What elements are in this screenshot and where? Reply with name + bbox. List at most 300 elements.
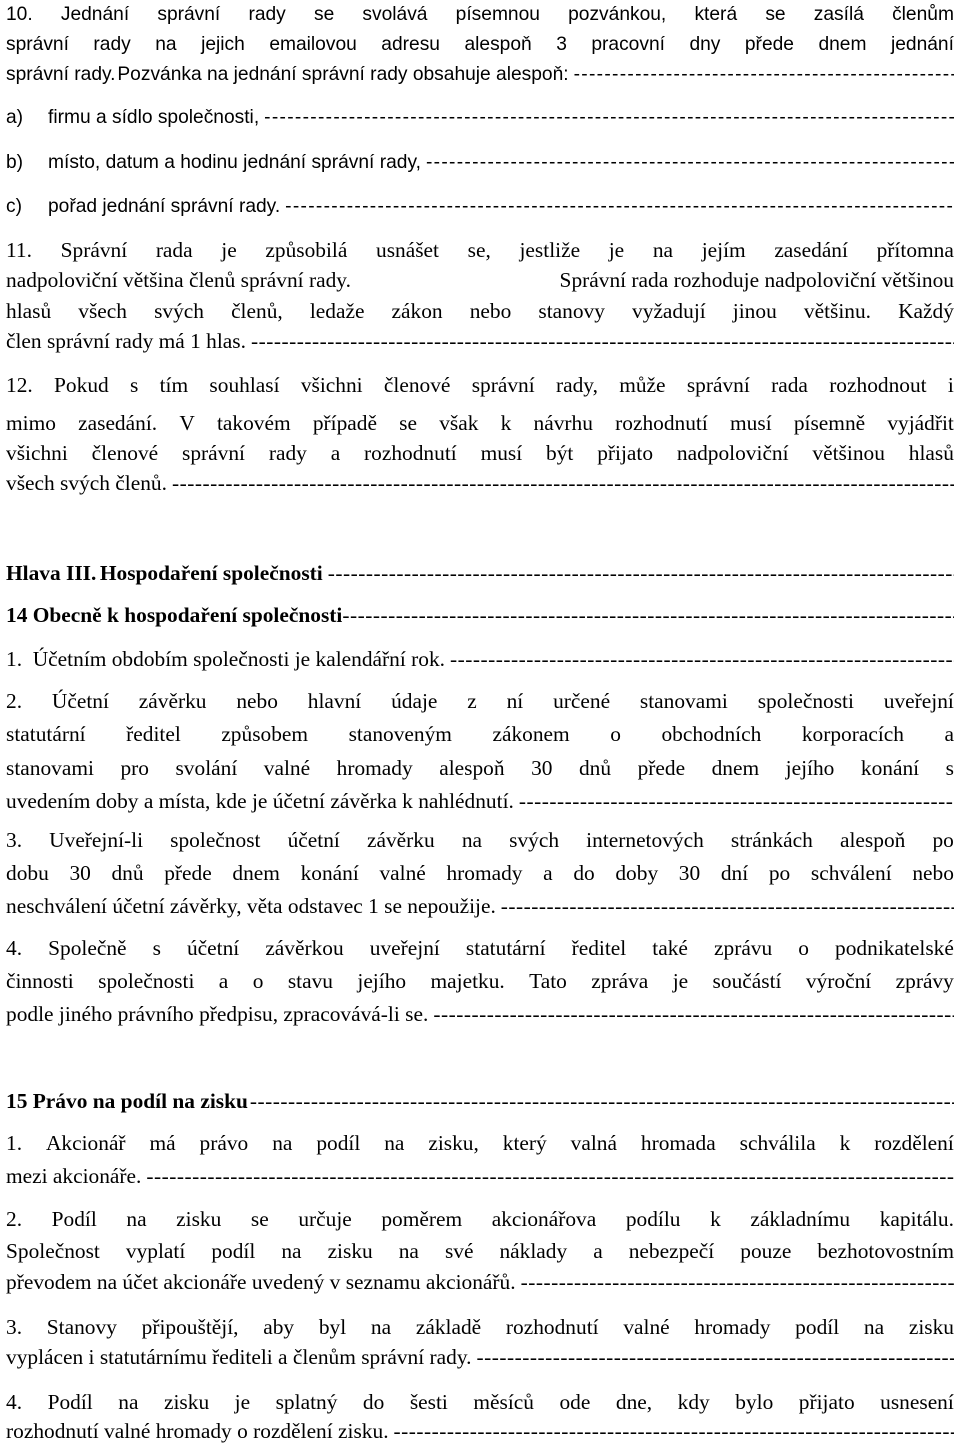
word: Jednání — [60, 4, 130, 25]
section-14-para-2-line-2 — [6, 719, 954, 749]
word: a — [944, 722, 954, 746]
word: Podíl — [51, 1207, 97, 1231]
section-14-heading — [6, 600, 954, 630]
word: způsobem — [221, 722, 309, 746]
word: schválení — [810, 861, 892, 885]
word: podíl — [211, 1239, 256, 1263]
word: Pokud — [54, 373, 109, 397]
article-12-line-2 — [6, 408, 954, 438]
word: obchodních — [661, 722, 762, 746]
word: statutární — [6, 722, 86, 746]
word: zisku, — [428, 1131, 479, 1155]
word: Stanovy — [46, 1315, 117, 1339]
word: vyžadují — [632, 299, 706, 323]
word: aby — [263, 1315, 295, 1339]
word: korporacích — [801, 722, 904, 746]
word: výroční — [805, 969, 872, 993]
word: většinou — [812, 441, 885, 465]
word: údaje — [391, 689, 438, 713]
word: zákonem — [492, 722, 570, 746]
word: podíl — [316, 1131, 361, 1155]
word: k — [500, 411, 512, 435]
article-10-line-3a: správní rady. — [6, 64, 116, 85]
word: s — [130, 373, 139, 397]
word: na — [281, 1239, 302, 1263]
word: je — [234, 1390, 251, 1414]
word: do — [573, 861, 595, 885]
article-10-line-3 — [6, 60, 954, 90]
article-12-line-1 — [6, 370, 954, 400]
word: V — [179, 411, 195, 435]
word: dnů — [578, 756, 612, 780]
word: stanoveným — [348, 722, 452, 746]
word: 2. — [6, 689, 23, 713]
word: na — [863, 1315, 885, 1339]
filler-dashes — [285, 192, 954, 222]
word: na — [652, 238, 674, 262]
section-14-para-2-line-1 — [6, 686, 954, 716]
filler-dashes — [477, 1342, 955, 1372]
filler-dashes — [433, 999, 954, 1029]
word: písemnou — [455, 4, 540, 25]
word: poměrem — [381, 1207, 463, 1231]
word: písemně — [793, 411, 866, 435]
section-15-para-1-line-1 — [6, 1128, 954, 1158]
word: zasílá — [813, 4, 864, 25]
article-10-invitation-contents: Pozvánka na jednání správní rady obsahuje alespoň: — [117, 64, 569, 85]
word: schválila — [739, 1131, 816, 1155]
word: stanovami — [639, 689, 728, 713]
article-11-line-4-text: člen správní rady má 1 hlas. — [6, 329, 246, 353]
word: pracovní — [591, 34, 665, 55]
word: nadpoloviční — [676, 441, 789, 465]
word: musí — [480, 441, 523, 465]
word: rozhodnutí — [505, 1315, 599, 1339]
word: je — [608, 238, 625, 262]
section-14-para-1-text: 1. Účetním obdobím společnosti je kalendářní rok. — [6, 647, 446, 671]
word: podílu — [625, 1207, 681, 1231]
word: zasedání. — [78, 411, 158, 435]
word: rady, — [555, 373, 598, 397]
word: se, — [467, 238, 491, 262]
word: rozhodnout — [829, 373, 927, 397]
word: kapitálu. — [879, 1207, 954, 1231]
word: závěrku — [138, 689, 207, 713]
section-15-para-4-line-2 — [6, 1416, 954, 1446]
item-a-text: firmu a sídlo společnosti, — [48, 107, 260, 128]
word: svolává — [362, 4, 428, 25]
section-14-para-4-line-3-text: podle jiného právního předpisu, zpracovává-li se. — [6, 1002, 429, 1026]
word: se — [250, 1207, 269, 1231]
word: dní — [720, 861, 749, 885]
word: 3 — [556, 34, 567, 55]
word: stanovami — [6, 756, 94, 780]
word: rada — [155, 238, 193, 262]
word: podnikatelské — [835, 936, 954, 960]
word: na — [384, 1131, 405, 1155]
word: a — [543, 861, 553, 885]
word: stránkách — [730, 828, 813, 852]
item-c-label: c) — [6, 196, 22, 217]
section-15-para-4-line-1 — [6, 1387, 954, 1417]
word: právo — [199, 1131, 249, 1155]
word: alespoň — [464, 34, 532, 55]
word: členové — [383, 373, 451, 397]
article-12-line-3 — [6, 438, 954, 468]
word: statutární — [465, 936, 546, 960]
word: dne, — [615, 1390, 653, 1414]
word: závěrkou — [265, 936, 344, 960]
word: je — [221, 238, 237, 262]
word: všichni — [300, 373, 363, 397]
word: bylo — [735, 1390, 774, 1414]
filler-dashes — [342, 600, 954, 630]
word: konání — [300, 861, 359, 885]
article-11-line-2 — [6, 265, 954, 295]
word: nebo — [236, 689, 278, 713]
section-14-para-3-line-2 — [6, 858, 954, 888]
item-b-text: místo, datum a hodinu jednání správní rady, — [48, 152, 421, 173]
word: svolání — [175, 756, 238, 780]
section-15-para-4-line-2-text: rozhodnutí valné hromady o rozdělení zisku. — [6, 1419, 389, 1443]
word: přede — [744, 34, 794, 55]
word: a — [330, 441, 341, 465]
word: hlasů — [6, 299, 52, 323]
word: hromada — [640, 1131, 716, 1155]
word: správní — [6, 34, 69, 55]
word: způsobilá — [265, 238, 348, 262]
article-12-line-4 — [6, 468, 954, 498]
section-14-para-4-line-1 — [6, 933, 954, 963]
word: se — [313, 4, 335, 25]
word: s — [945, 756, 954, 780]
section-15-para-1-line-2-text: mezi akcionáře. — [6, 1164, 142, 1188]
word: na — [118, 1390, 139, 1414]
word: alespoň — [439, 756, 505, 780]
word: Akcionář — [45, 1131, 126, 1155]
chapter-number: Hlava III. — [6, 561, 97, 585]
word: činnosti — [6, 969, 74, 993]
filler-dashes — [450, 644, 954, 674]
word: 3. — [6, 828, 23, 852]
section-15-para-3-line-2 — [6, 1342, 954, 1372]
word: dnem — [232, 861, 280, 885]
section-15-para-2-line-2 — [6, 1236, 954, 1266]
word: zisku — [908, 1315, 954, 1339]
word: i — [947, 373, 954, 397]
word: rady — [93, 34, 131, 55]
item-c — [6, 192, 954, 222]
word: 3. — [6, 1315, 23, 1339]
word: stanovy — [538, 299, 605, 323]
word: uveřejní — [883, 689, 954, 713]
word: rozdělení — [874, 1131, 954, 1155]
section-15-para-2-line-1 — [6, 1204, 954, 1234]
word: Správní — [60, 238, 128, 262]
word: o — [610, 722, 621, 746]
word: se — [399, 411, 417, 435]
filler-dashes — [394, 1416, 954, 1446]
word: ředitel — [571, 936, 627, 960]
section-14-para-3-line-1 — [6, 825, 954, 855]
word: závěrku — [366, 828, 435, 852]
word: nebo — [469, 299, 512, 323]
word: hromady — [694, 1315, 771, 1339]
article-11-line-3 — [6, 296, 954, 326]
word: valné — [379, 861, 426, 885]
word: akcionářova — [491, 1207, 597, 1231]
word: připouštějí, — [141, 1315, 239, 1339]
word: členů, — [231, 299, 283, 323]
article-10-line-1 — [6, 0, 954, 30]
word: měsíců — [473, 1390, 534, 1414]
word: má — [149, 1131, 176, 1155]
word: zprávy — [895, 969, 954, 993]
word: bezhotovostním — [817, 1239, 954, 1263]
word: Tato — [529, 969, 567, 993]
word: je — [672, 969, 689, 993]
word: společnosti — [98, 969, 195, 993]
section-15-para-2-line-3 — [6, 1267, 954, 1297]
word: všech — [78, 299, 127, 323]
word: 4. — [6, 936, 23, 960]
word: dnem — [711, 756, 760, 780]
word: alespoň — [840, 828, 906, 852]
word: jednání — [890, 34, 954, 55]
word: byl — [318, 1315, 347, 1339]
word: společnosti — [757, 689, 854, 713]
word: Uveřejní-li — [49, 828, 144, 852]
word: zisku — [327, 1239, 373, 1263]
word: přede — [164, 861, 212, 885]
word: účetní — [186, 936, 240, 960]
word: jejím — [701, 238, 746, 262]
word: stavu — [287, 969, 333, 993]
filler-dashes — [264, 103, 954, 133]
word: po — [932, 828, 954, 852]
word: jejich — [201, 34, 245, 55]
item-b — [6, 148, 954, 178]
word: zákon — [391, 299, 443, 323]
word: majetku. — [430, 969, 505, 993]
word: rady — [268, 441, 307, 465]
word: nebezpečí — [628, 1239, 715, 1263]
section-14-title: 14 Obecně k hospodaření společnosti — [6, 603, 343, 627]
word: jejího — [357, 969, 407, 993]
word: vyjádřit — [887, 411, 954, 435]
word: takovém — [216, 411, 291, 435]
word: o — [252, 969, 264, 993]
article-12-line-4-text: všech svých členů. — [6, 471, 167, 495]
word: Účetní — [51, 689, 109, 713]
word: valné — [263, 756, 311, 780]
section-15-heading — [6, 1086, 954, 1116]
article-11-line-1 — [6, 235, 954, 265]
word: kdy — [677, 1390, 710, 1414]
word: souhlasí — [209, 373, 280, 397]
word: správní — [686, 373, 750, 397]
word: rada — [771, 373, 808, 397]
word: 2. — [6, 1207, 23, 1231]
word: pozvánkou, — [568, 4, 667, 25]
word: šesti — [409, 1390, 448, 1414]
word: 30 — [69, 861, 91, 885]
word: 30 — [531, 756, 553, 780]
chapter-heading — [6, 558, 954, 588]
item-b-label: b) — [6, 152, 24, 173]
word: jejího — [785, 756, 835, 780]
word: může — [619, 373, 666, 397]
word: Společně — [48, 936, 127, 960]
word: součástí — [712, 969, 782, 993]
section-14-para-1 — [6, 644, 954, 674]
filler-dashes — [172, 468, 954, 498]
word: určené — [553, 689, 611, 713]
section-15-para-3-line-1 — [6, 1312, 954, 1342]
word: členové — [91, 441, 159, 465]
word: nebo — [912, 861, 954, 885]
word: být — [546, 441, 574, 465]
word: ledaže — [309, 299, 365, 323]
word: společnost — [170, 828, 261, 852]
word: který — [502, 1131, 547, 1155]
word: hlasů — [908, 441, 954, 465]
article-11-line-2b: Správní rada rozhoduje nadpoloviční většinou — [559, 268, 954, 292]
word: také — [652, 936, 688, 960]
word: se — [765, 4, 786, 25]
word: přede — [637, 756, 686, 780]
item-a-label: a) — [6, 107, 24, 128]
section-14-para-2-line-4 — [6, 786, 954, 816]
filler-dashes — [250, 1086, 954, 1116]
section-14-para-4-line-3 — [6, 999, 954, 1029]
article-11-line-4 — [6, 326, 954, 356]
word: konání — [860, 756, 920, 780]
article-10-line-2 — [6, 30, 954, 60]
word: do — [362, 1390, 385, 1414]
word: Podíl — [47, 1390, 93, 1414]
word: ní — [506, 689, 524, 713]
section-14-para-3-line-3-text: neschválení účetní závěrky, věta odstavec 1 se nepoužije. — [6, 894, 496, 918]
word: přítomna — [876, 238, 954, 262]
word: zisku — [163, 1390, 210, 1414]
word: doby — [615, 861, 659, 885]
word: na — [126, 1207, 147, 1231]
word: na — [272, 1131, 293, 1155]
word: rozhodnutí — [364, 441, 457, 465]
section-15-para-2-line-3-text: převodem na účet akcionáře uvedený v seznamu akcionářů. — [6, 1270, 516, 1294]
word: o — [798, 936, 809, 960]
word: návrhu — [533, 411, 593, 435]
word: dny — [689, 34, 721, 55]
word: a — [218, 969, 229, 993]
word: Společnost — [6, 1239, 100, 1263]
word: základě — [415, 1315, 482, 1339]
word: hromady — [336, 756, 413, 780]
filler-dashes — [251, 326, 954, 356]
word: ode — [559, 1390, 591, 1414]
word: pro — [120, 756, 149, 780]
word: všichni — [6, 441, 68, 465]
word: 12. — [6, 373, 33, 397]
word: podíl — [795, 1315, 840, 1339]
filler-dashes — [574, 60, 954, 90]
filler-dashes — [146, 1161, 954, 1191]
word: případě — [312, 411, 377, 435]
word: přijato — [798, 1390, 855, 1414]
word: členům — [892, 4, 954, 25]
article-11-line-2a: nadpoloviční většina členů správní rady. — [6, 268, 351, 292]
word: k — [710, 1207, 721, 1231]
word: svých — [509, 828, 560, 852]
filler-dashes — [426, 148, 954, 178]
word: ředitel — [126, 722, 181, 746]
word: vyplatí — [125, 1239, 186, 1263]
word: dobu — [6, 861, 49, 885]
word: k — [839, 1131, 851, 1155]
section-15-para-3-line-2-text: vyplácen i statutárnímu řediteli a členům správní rady. — [6, 1345, 472, 1369]
word: jinou — [732, 299, 777, 323]
word: z — [467, 689, 477, 713]
word: mimo — [6, 411, 56, 435]
word: 1. — [6, 1131, 23, 1155]
word: však — [439, 411, 479, 435]
word: uveřejní — [369, 936, 440, 960]
word: po — [768, 861, 791, 885]
word: hlavní — [307, 689, 362, 713]
word: valné — [623, 1315, 670, 1339]
word: dnem — [818, 34, 867, 55]
word: zpráva — [591, 969, 649, 993]
filler-dashes — [521, 1267, 954, 1297]
word: na — [370, 1315, 392, 1339]
word: svých — [154, 299, 204, 323]
word: tím — [159, 373, 189, 397]
filler-dashes — [519, 786, 954, 816]
word: základnímu — [750, 1207, 851, 1231]
word: správní — [182, 441, 245, 465]
word: zasedání — [774, 238, 848, 262]
word: své — [444, 1239, 474, 1263]
word: 30 — [678, 861, 701, 885]
word: usnesení — [880, 1390, 954, 1414]
section-15-title: 15 Právo na podíl na zisku — [6, 1089, 248, 1113]
word: určuje — [298, 1207, 352, 1231]
word: hromady — [446, 861, 523, 885]
section-14-para-2-line-4-text: uvedením doby a místa, kde je účetní závěrka k nahlédnutí. — [6, 789, 514, 813]
word: 10. — [6, 4, 33, 25]
item-a — [6, 103, 954, 133]
word: většinu. — [803, 299, 872, 323]
word: náklady — [499, 1239, 568, 1263]
word: valná — [570, 1131, 617, 1155]
word: na — [155, 34, 177, 55]
word: zisku — [176, 1207, 222, 1231]
section-15-para-1-line-2 — [6, 1161, 954, 1191]
word: a — [593, 1239, 603, 1263]
filler-dashes — [328, 558, 954, 588]
section-14-para-4-line-2 — [6, 966, 954, 996]
chapter-title: Hospodaření společnosti — [99, 561, 323, 585]
word: rady — [248, 4, 286, 25]
word: dnů — [111, 861, 144, 885]
word: na — [461, 828, 483, 852]
word: 11. — [6, 238, 32, 262]
word: účetní — [287, 828, 340, 852]
word: usnášet — [376, 238, 439, 262]
word: musí — [730, 411, 772, 435]
word: správní — [157, 4, 221, 25]
